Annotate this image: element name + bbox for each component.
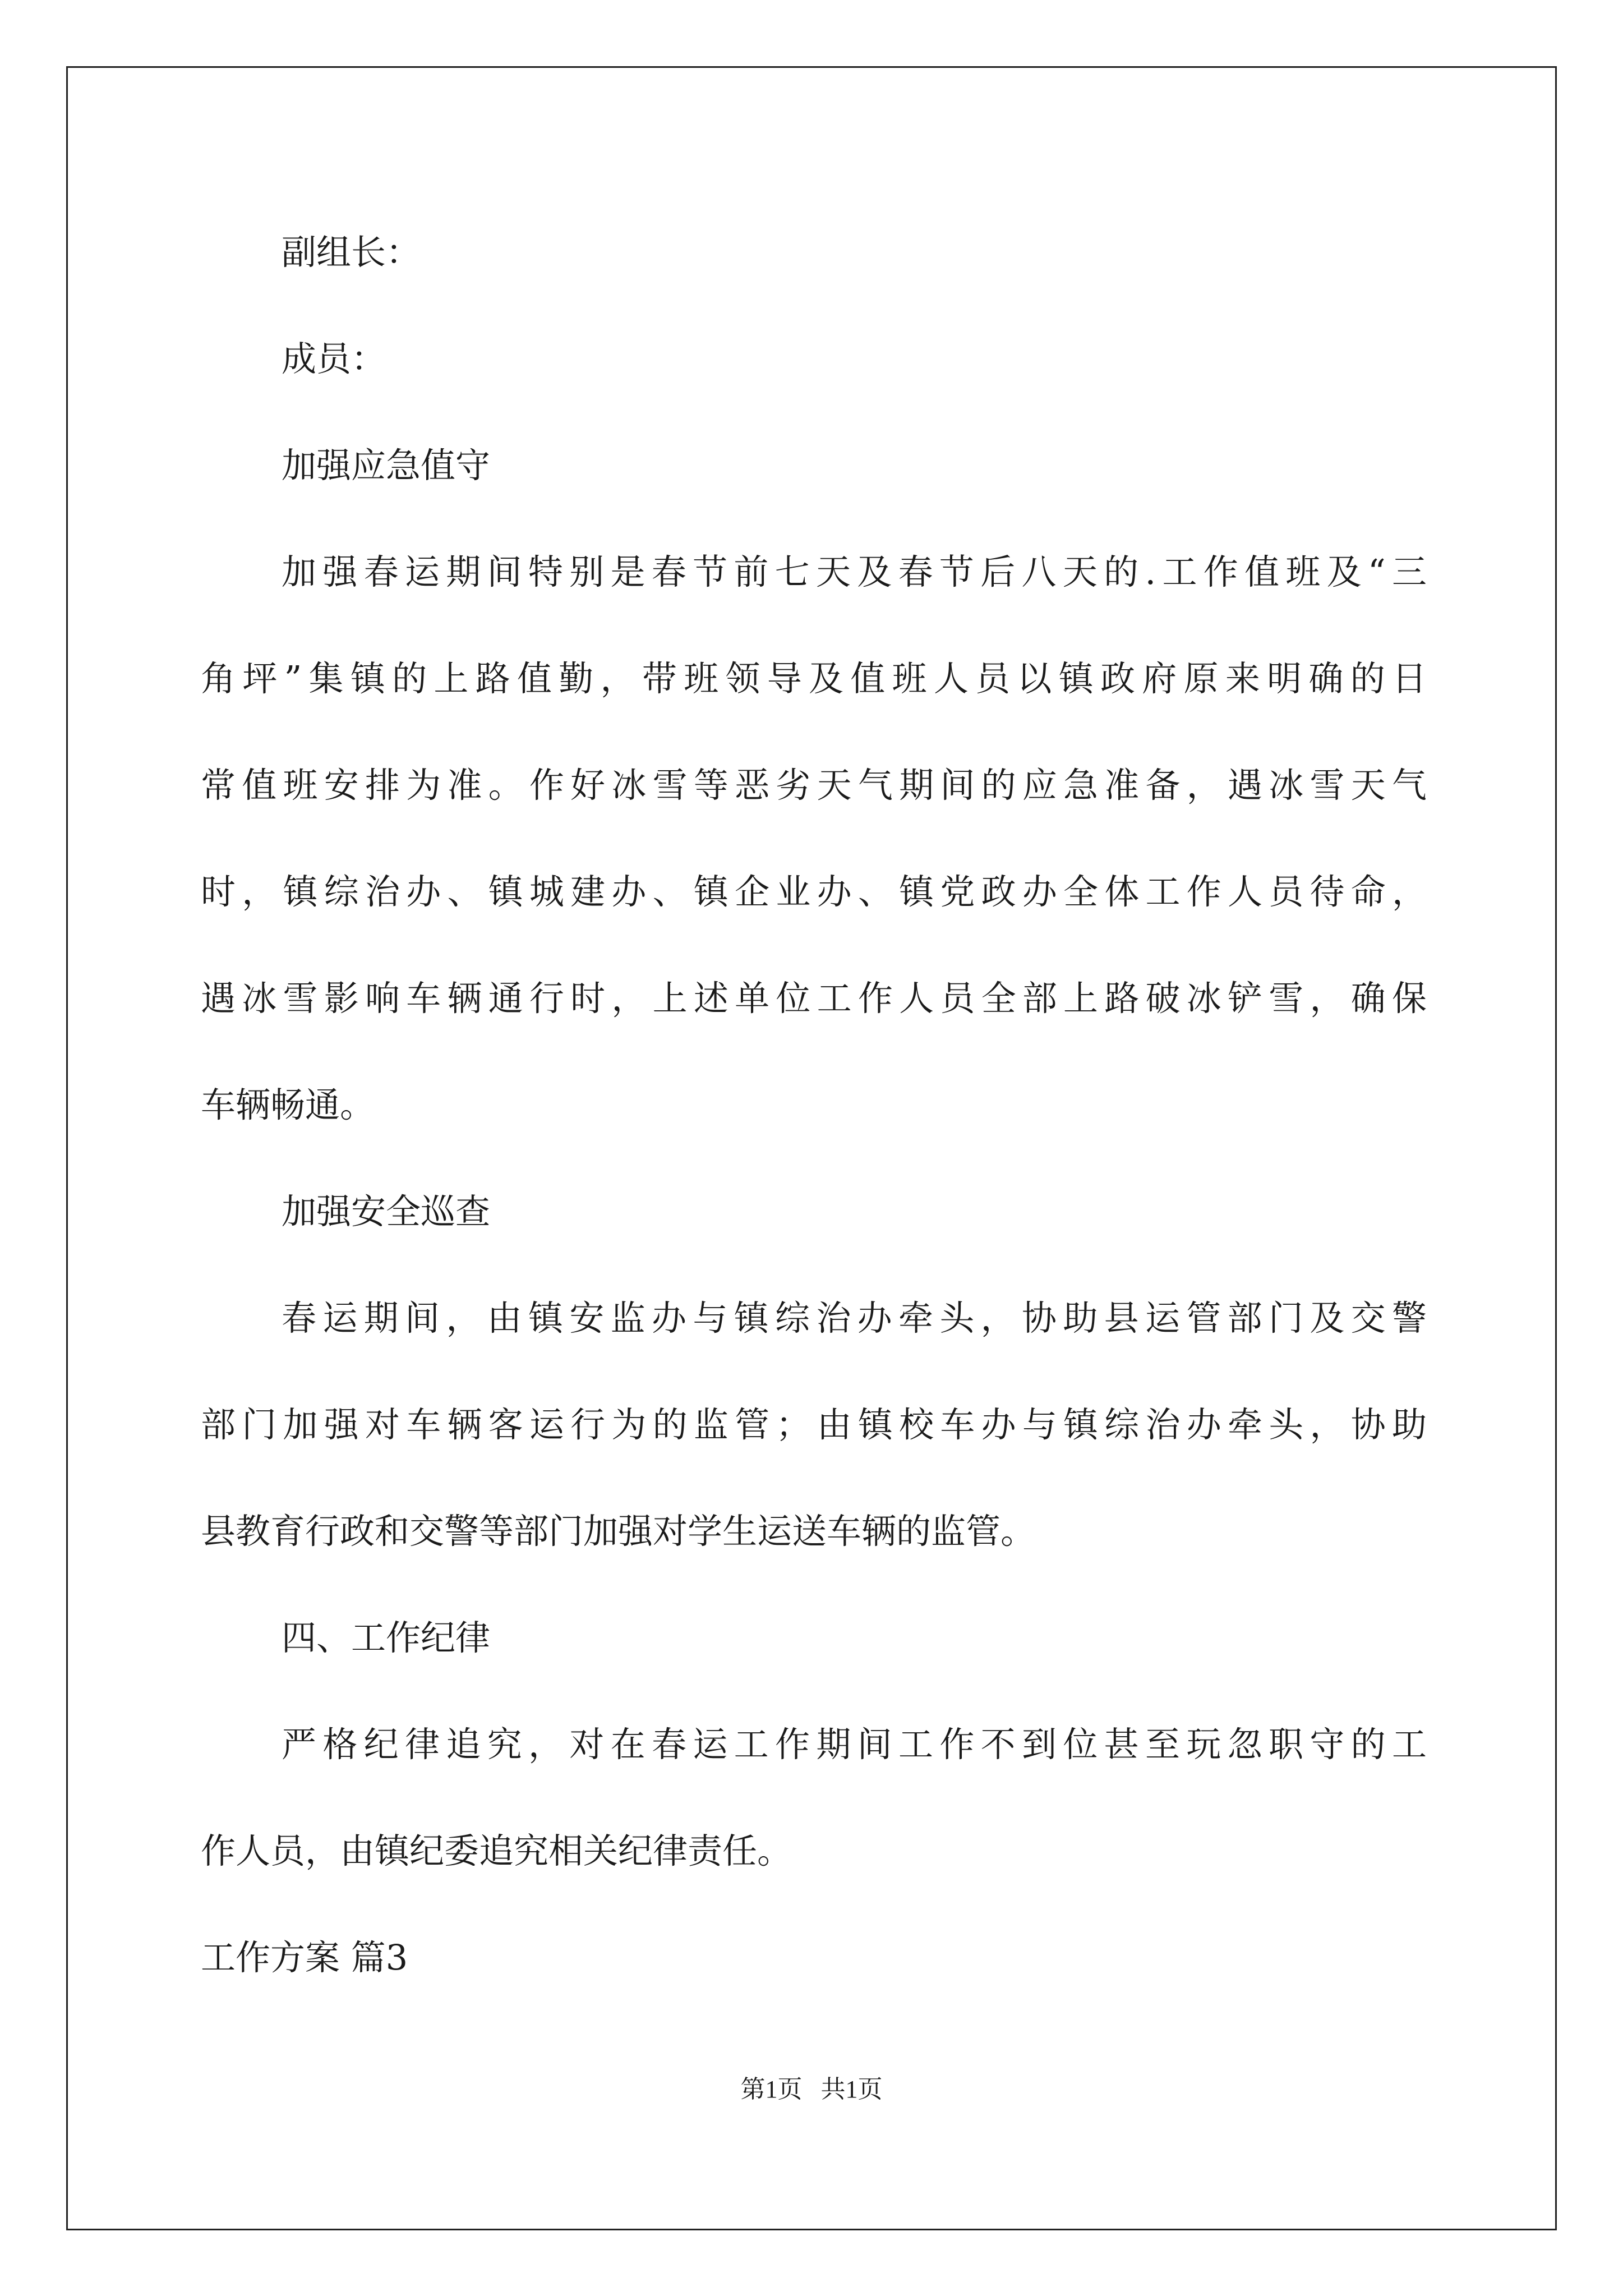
paragraph-line: 遇冰雪影响车辆通行时，上述单位工作人员全部上路破冰铲雪，确保	[201, 978, 1427, 1019]
text-line-members: 成员：	[282, 338, 386, 379]
paragraph-line: 加强春运期间特别是春节前七天及春节后八天的.工作值班及“三	[282, 551, 1427, 592]
paragraph-line: 时，镇综治办、镇城建办、镇企业办、镇党政办全体工作人员待命，	[201, 871, 1427, 912]
section-heading-work-discipline: 四、工作纪律	[282, 1617, 491, 1658]
section-heading-safety-patrol: 加强安全巡查	[282, 1191, 491, 1232]
paragraph-line: 县教育行政和交警等部门加强对学生运送车辆的监管。	[201, 1511, 1036, 1552]
paragraph-line: 严格纪律追究，对在春运工作期间工作不到位甚至玩忽职守的工	[282, 1724, 1427, 1765]
text-line-deputy-leader: 副组长：	[282, 232, 421, 273]
paragraph-line: 常值班安排为准。作好冰雪等恶劣天气期间的应急准备，遇冰雪天气	[201, 765, 1427, 806]
paragraph-line: 春运期间，由镇安监办与镇综治办牵头，协助县运管部门及交警	[282, 1297, 1427, 1338]
page-border	[66, 66, 1557, 2230]
paragraph-line: 车辆畅通。	[201, 1084, 375, 1125]
paragraph-line: 角坪”集镇的上路值勤，带班领导及值班人员以镇政府原来明确的日	[201, 658, 1427, 699]
section-title-work-plan-3: 工作方案 篇3	[201, 1937, 408, 1978]
paragraph-line: 作人员，由镇纪委追究相关纪律责任。	[201, 1830, 792, 1871]
page-number-footer: 第1页 共1页	[740, 2076, 883, 2103]
paragraph-line: 部门加强对车辆客运行为的监管；由镇校车办与镇综治办牵头，协助	[201, 1404, 1427, 1445]
section-heading-emergency-duty: 加强应急值守	[282, 445, 491, 486]
